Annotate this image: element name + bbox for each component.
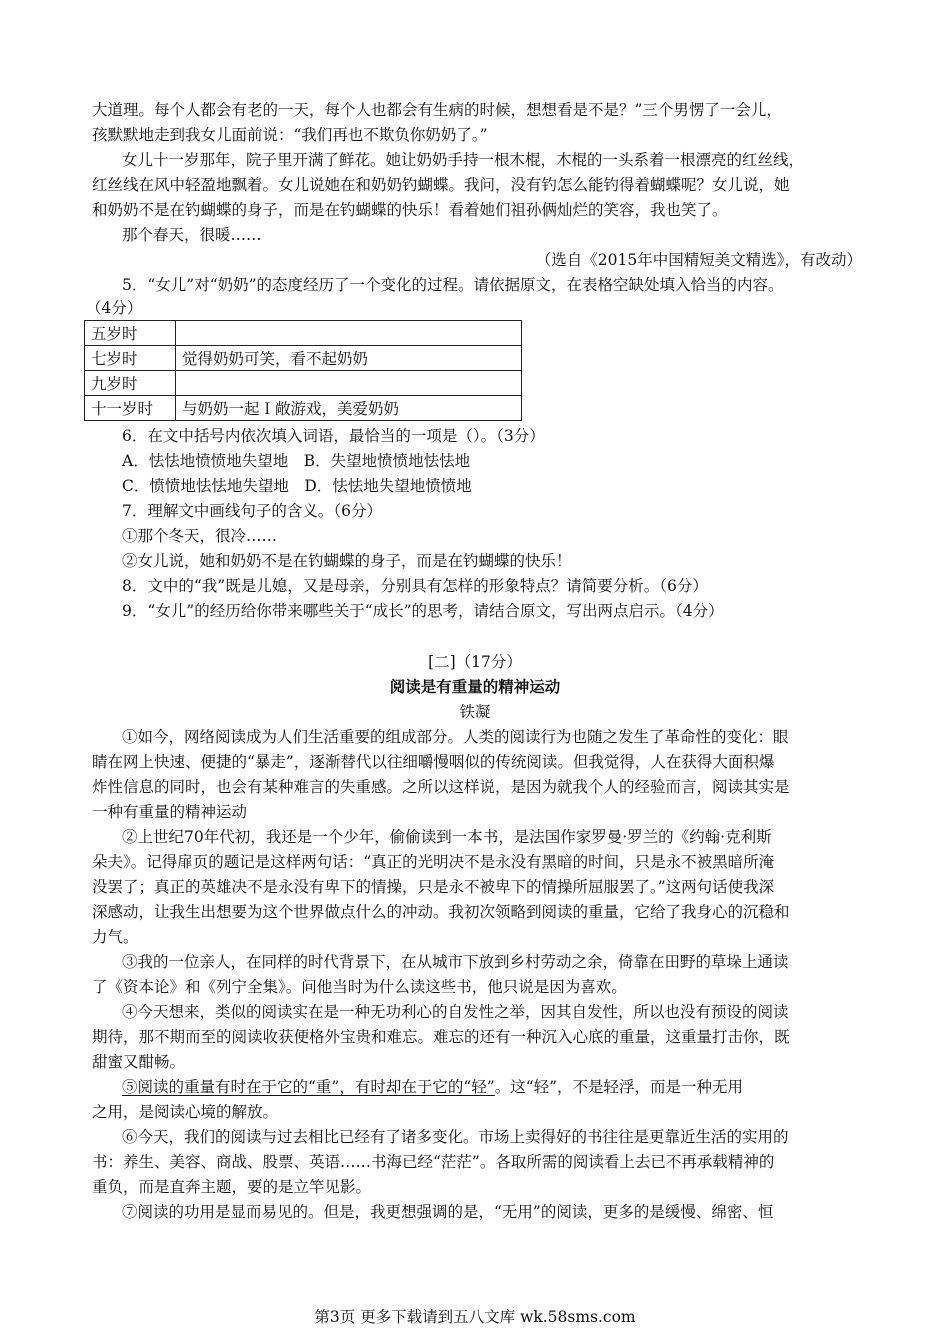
- paragraph-text: 。这“轻”，不是轻浮，而是一种无用: [494, 1078, 744, 1096]
- paragraph-line: 期待，那不期而至的阅读收获便格外宝贵和难忘。难忘的还有一种沉入心底的重量，这重量打击你，既: [92, 1028, 790, 1046]
- source-citation: （选自《2015年中国精短美文精选》，有改动）: [535, 251, 862, 269]
- question-6-option: A．怯怯地愤愤地失望地 B．失望地愤愤地怯怯地: [122, 452, 471, 470]
- question-7: 7．理解文中画线句子的含义。（6分）: [122, 502, 382, 520]
- paragraph-line: ⑥今天，我们的阅读与过去相比已经有了诸多变化。市场上卖得好的书往往是更靠近生活的实用的: [122, 1128, 789, 1146]
- answer-cell: 觉得奶奶可笑，看不起奶奶: [176, 346, 522, 371]
- paragraph-line: ④今天想来，类似的阅读实在是一种无功利心的自发性之举，因其自发性，所以也没有预设的阅读: [122, 1003, 789, 1021]
- age-cell: 十一岁时: [85, 396, 176, 421]
- paragraph-line: 之用，是阅读心境的解放。: [92, 1103, 279, 1121]
- story-line: 红丝线在风中轻盈地飘着。女儿说她在和奶奶钓蝴蝶。我问，没有钓怎么能钓得着蝴蝶呢？女儿说，她: [92, 176, 790, 194]
- table-row: [85, 371, 522, 396]
- paragraph-line: 朵夫》。记得扉页的题记是这样两句话：“真正的光明决不是永没有黑暗的时间，只是永不被黑暗所淹: [92, 853, 775, 871]
- table-row: [85, 321, 522, 346]
- answer-table: [84, 320, 522, 421]
- story-line: 和奶奶不是在钓蝴蝶的身子，而是在钓蝴蝶的快乐！看着她们祖孙俩灿烂的笑容，我也笑了。: [92, 201, 728, 219]
- paragraph-line: [122, 1076, 892, 1098]
- article-title: 阅读是有重量的精神运动: [389, 677, 561, 696]
- table-row: [85, 346, 522, 371]
- story-line: 那个春天，很暖……: [122, 226, 262, 244]
- paragraph-line: 一种有重量的精神运动: [92, 803, 248, 821]
- age-cell: 九岁时: [85, 371, 176, 396]
- paragraph-line: ③我的一位亲人，在同样的时代背景下，在从城市下放到乡村劳动之余，倚靠在田野的草垛上通读: [122, 953, 789, 971]
- paragraph-line: 炸性信息的同时，也会有某种难言的失重感。之所以这样说，是因为就我个人的经验而言，阅读其实是: [92, 778, 790, 796]
- age-cell: 五岁时: [85, 321, 176, 346]
- story-line: 大道理。每个人都会有老的一天，每个人也都会有生病的时候，想想看是不是？”三个男愣了一会儿，: [92, 101, 782, 119]
- question-8: 8．文中的“我”既是儿媳，又是母亲，分别具有怎样的形象特点？请简要分析。（6分）: [122, 577, 708, 595]
- answer-cell: 与奶奶一起Ｉ敞游戏，美爱奶奶: [176, 396, 522, 421]
- paragraph-line: 甜蜜又酣畅。: [92, 1053, 186, 1071]
- story-line: 女儿十一岁那年，院子里开满了鲜花。她让奶奶手持一根木棍，木棍的一头系着一根漂亮的红丝线，: [122, 151, 805, 169]
- paragraph-line: 重负，而是直奔主题，要的是立竿见影。: [92, 1178, 372, 1196]
- question-9: 9．“女儿”的经历给你带来哪些关于“成长”的思考，请结合原文，写出两点启示。（4分）: [122, 602, 724, 620]
- paragraph-line: ①如今，网络阅读成为人们生活重要的组成部分。人类的阅读行为也随之发生了革命性的变化：眼: [122, 728, 789, 746]
- paragraph-line: 力气。: [92, 928, 139, 946]
- underlined-sentence: ⑤阅读的重量有时在于它的“重”，有时却在于它的“轻”: [122, 1078, 495, 1096]
- answer-cell[interactable]: [176, 371, 522, 396]
- question-6-option: C．愤愤地怯怯地失望地 D．怯怯地失望地愤愤地: [122, 477, 472, 495]
- section-header: [二]（17分）: [428, 653, 522, 671]
- table-row: [85, 396, 522, 421]
- paragraph-line: 深感动，让我生出想要为这个世界做点什么的冲动。我初次领略到阅读的重量，它给了我身心的沉稳和: [92, 903, 790, 921]
- question-5-score: （4分）: [86, 299, 143, 317]
- paragraph-line: ⑦阅读的功用是显而易见的。但是，我更想强调的是，“无用”的阅读，更多的是缓慢、绵密、恒: [122, 1203, 774, 1221]
- paragraph-line: 睛在网上快速、便捷的“暴走”，逐渐替代以往细嚼慢咽似的传统阅读。但我觉得，人在获得大面积爆: [92, 753, 775, 771]
- question-6: 6．在文中括号内依次填入词语，最恰当的一项是（）。（3分）: [122, 427, 545, 445]
- page-footer: 第3页 更多下载请到五八文库 wk.58sms.com: [314, 1308, 636, 1326]
- paragraph-line: 没罢了；真正的英雄决不是永没有卑下的情操，只是永不被卑下的情操所屈服罢了。”这两句话使我深: [92, 878, 775, 896]
- question-5: 5．“女儿”对“奶奶”的态度经历了一个变化的过程。请依据原文，在表格空缺处填入恰当的内容。: [122, 276, 784, 294]
- paragraph-line: 书：养生、美容、商战、股票、英语……书海已经“茫茫”。各取所需的阅读看上去已不再承载精神的: [92, 1153, 775, 1171]
- answer-cell[interactable]: [176, 321, 522, 346]
- question-7-sentence: ②女儿说，她和奶奶不是在钓蝴蝶的身子，而是在钓蝴蝶的快乐！: [122, 552, 572, 570]
- article-author: 铁凝: [459, 703, 491, 721]
- question-7-sentence: ①那个冬天，很冷……: [122, 527, 278, 545]
- story-line: 孩默默地走到我女儿面前说：“我们再也不欺负你奶奶了。”: [92, 126, 488, 144]
- paragraph-line: 了《资本论》和《列宁全集》。问他当时为什么读这些书，他只说是因为喜欢。: [92, 978, 627, 996]
- paragraph-line: ②上世纪70年代初，我还是一个少年，偷偷读到一本书，是法国作家罗曼·罗兰的《约翰·克利斯: [122, 828, 772, 846]
- age-cell: 七岁时: [85, 346, 176, 371]
